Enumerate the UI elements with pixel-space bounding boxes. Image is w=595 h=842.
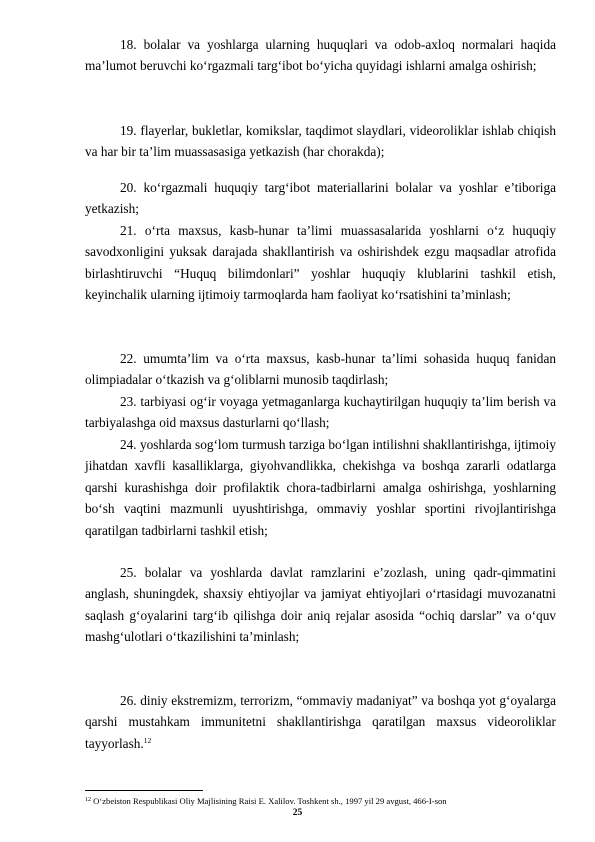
page-number: 25 xyxy=(292,808,303,818)
list-item-20: 20. ko‘rgazmali huquqiy targ‘ibot materiallarini bolalar va yoshlar e’tiboriga yetkazish; xyxy=(85,180,556,217)
list-item-21: 21. o‘rta maxsus, kasb-hunar ta’limi muassasalarida yoshlarni o‘z huquqiy savodxonligini yuksak darajada shakllantirish va oshirishdek ezgu maqsadlar atrofida birlashtiruvchi “Huquq bilimdonlari” yoshlar huquqiy klublarini tashkil etish, keyinchalik ularning ijtimoiy tarmoqlarda ham faoliyat ko‘rsatishini ta’minlash; xyxy=(85,223,556,303)
list-item-23: 23. tarbiyasi og‘ir voyaga yetmaganlarga kuchaytirilgan huquqiy ta’lim berish va tarbiyalashga oid maxsus dasturlarni qo‘llash; xyxy=(85,394,556,431)
list-item-26 xyxy=(85,690,556,754)
footnote-text: O‘zbeiston Respublikasi Oliy Majlisining Raisi E. Xalilov. Toshkent sh., 1997 yil 29 avgust, 466-I-son xyxy=(91,796,447,806)
list-item-26-text: 26. diniy ekstremizm, terrorizm, “ommaviy madaniyat” va boshqa yot g‘oyalarga qarshi mustahkam immunitetni shakllantirishga qaratilgan maxsus videoroliklar tayyorlash. xyxy=(85,693,556,751)
list-item-25: 25. bolalar va yoshlarda davlat ramzlarini e’zozlash, uning qadr-qimmatini anglash, shuningdek, shaxsiy ehtiyojlar va jamiyat ehtiyojlari o‘rtasidagi muvozanatni saqlash g‘oyalarini targ‘ib qilishga doir aniq rejalar asosida “ochiq darslar” va o‘quv mashg‘ulotlari o‘tkazilishini ta’minlash; xyxy=(85,565,556,645)
footnote-reference[interactable]: 12 xyxy=(143,735,152,745)
list-item-19: 19. flayerlar, bukletlar, komikslar, taqdimot slaydlari, videoroliklar ishlab chiqish va har bir ta’lim muassasasiga yetkazish (har chorakda); xyxy=(85,123,556,160)
footnote-divider xyxy=(85,790,203,791)
list-item-18: 18. bolalar va yoshlarga ularning huquqlari va odob-axloq normalari haqida ma’lumot beruvchi ko‘rgazmali targ‘ibot bo‘yicha quyidagi ishlarni amalga oshirish; xyxy=(85,37,556,74)
footnote xyxy=(85,795,556,807)
footnote-marker: 12 xyxy=(85,797,91,803)
list-item-24: 24. yoshlarda sog‘lom turmush tarziga bo‘lgan intilishni shakllantirishga, ijtimoiy jihatdan xavfli kasalliklarga, giyohvandlikka, chekishga va boshqa zararli odatlarga qarshi kurashishga doir profilaktik chora-tadbirlarni amalga oshirishga, yoshlarning bo‘sh vaqtini mazmunli uyushtirishga, ommaviy yoshlar sportini rivojlantirishga qaratilgan tadbirlarni tashkil etish; xyxy=(85,437,556,538)
list-item-22: 22. umumta’lim va o‘rta maxsus, kasb-hunar ta’limi sohasida huquq fanidan olimpiadalar o‘tkazish va g‘oliblarni munosib taqdirlash; xyxy=(85,351,556,388)
